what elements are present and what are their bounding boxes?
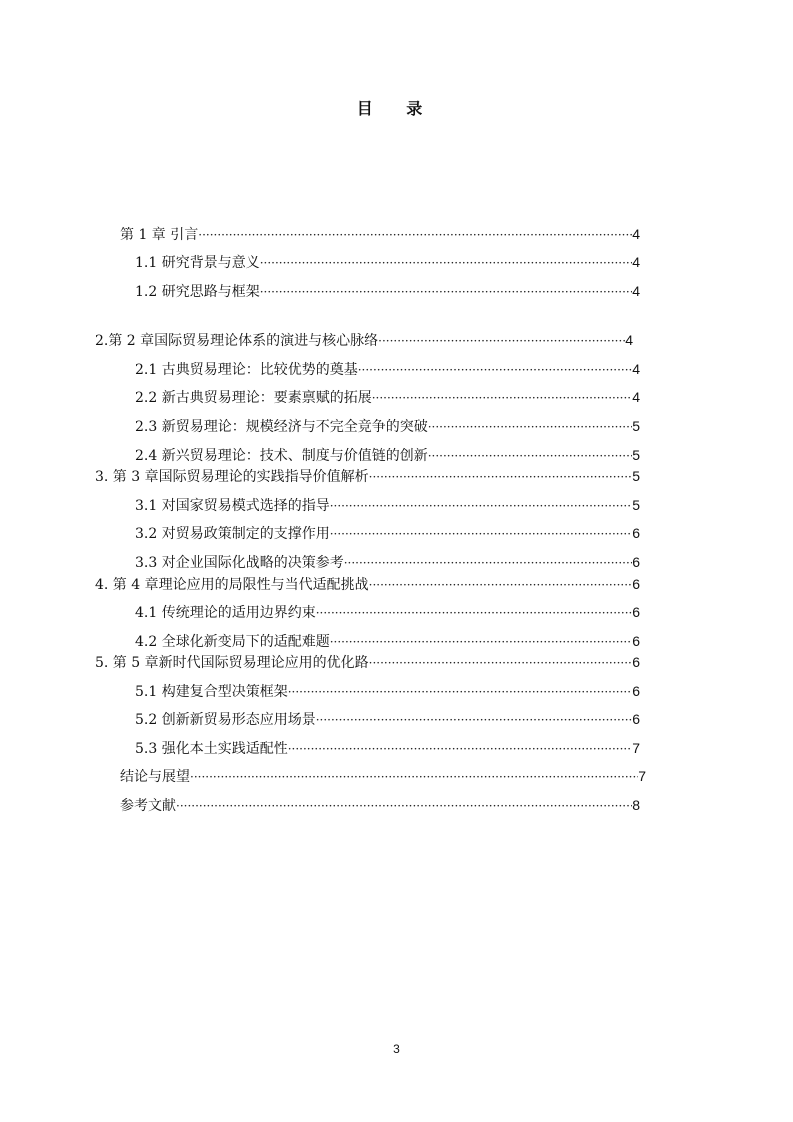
toc-entry-page: 8 [632,797,640,813]
toc-entry[interactable] [95,466,640,486]
dot-leader [316,710,632,730]
toc-entry-title: 2.第 2 章国际贸易理论体系的演进与核心脉络 [95,333,379,349]
dot-leader [330,496,632,516]
dot-leader [260,253,632,273]
toc-entry[interactable] [120,766,646,786]
toc-entry-title: 2.1 古典贸易理论：比较优势的奠基 [135,362,358,378]
toc-entry-title: 4.2 全球化新变局下的适配难题 [135,634,330,650]
toc-entry[interactable] [135,631,640,651]
toc-entry-page: 5 [632,447,640,463]
dot-leader [198,225,632,245]
dot-leader [190,767,638,787]
toc-entry[interactable] [95,330,633,350]
dot-leader [428,417,632,437]
toc-entry[interactable] [120,224,640,244]
toc-entry-title: 2.3 新贸易理论：规模经济与不完全竞争的突破 [135,419,428,435]
dot-leader [369,575,633,595]
toc-entry-title: 3. 第 3 章国际贸易理论的实践指导价值解析 [95,469,369,485]
toc-entry[interactable] [135,552,640,572]
toc-entry[interactable] [135,709,640,729]
toc-entry[interactable] [95,652,640,672]
toc-entry[interactable] [135,495,640,515]
dot-leader [176,796,632,816]
toc-entry-page: 4 [632,226,640,242]
toc-entry-page: 4 [632,254,640,270]
dot-leader [344,553,632,573]
toc-entry-title: 5. 第 5 章新时代国际贸易理论应用的优化路 [95,655,369,671]
toc-entry-page: 4 [632,283,640,299]
dot-leader [288,682,632,702]
toc-entry-page: 4 [625,332,633,348]
toc-entry-page: 4 [632,361,640,377]
toc-entry-title: 5.1 构建复合型决策框架 [135,684,288,700]
toc-entry-page: 5 [632,468,640,484]
toc-entry-title: 5.2 创新新贸易形态应用场景 [135,712,316,728]
toc-entry-page: 4 [632,389,640,405]
dot-leader [260,282,632,302]
toc-entry-title: 5.3 强化本土实践适配性 [135,741,288,757]
dot-leader [288,739,632,759]
toc-entry[interactable] [135,523,640,543]
toc-entry[interactable] [135,416,640,436]
toc-title: 目 录 [356,99,437,118]
dot-leader [330,632,632,652]
toc-entry[interactable] [135,281,640,301]
toc-entry-page: 7 [632,740,640,756]
toc-entry-title: 2.2 新古典贸易理论：要素禀赋的拓展 [135,390,372,406]
toc-entry[interactable] [95,574,640,594]
toc-entry-page: 6 [632,683,640,699]
toc-entry-page: 6 [632,525,640,541]
dot-leader [358,360,632,380]
toc-entry[interactable] [135,681,640,701]
toc-entry-title: 4. 第 4 章理论应用的局限性与当代适配挑战 [95,577,369,593]
toc-entry[interactable] [135,359,640,379]
toc-entry[interactable] [135,738,640,758]
toc-entry[interactable] [135,252,640,272]
dot-leader [369,467,633,487]
toc-entry-page: 6 [632,576,640,592]
toc-entry-title: 第 1 章 引言 [120,227,199,243]
toc-entry-page: 5 [632,497,640,513]
toc-entry-page: 6 [632,654,640,670]
toc-entry[interactable] [135,602,640,622]
toc-entry-title: 2.4 新兴贸易理论：技术、制度与价值链的创新 [135,448,428,464]
dot-leader [316,603,632,623]
dot-leader [372,388,632,408]
toc-entry-page: 6 [632,554,640,570]
toc-entry-page: 6 [632,604,640,620]
toc-entry-title: 3.2 对贸易政策制定的支撑作用 [135,526,330,542]
dot-leader [378,331,625,351]
toc-entry-page: 7 [638,768,646,784]
dot-leader [369,653,633,673]
toc-entry-title: 1.2 研究思路与框架 [135,284,260,300]
toc-entry[interactable] [135,387,640,407]
toc-entry[interactable] [135,445,640,465]
page-number: 3 [393,1042,400,1056]
toc-entry[interactable] [120,795,640,815]
dot-leader [330,524,632,544]
toc-entry-title: 4.1 传统理论的适用边界约束 [135,605,316,621]
toc-entry-page: 6 [632,633,640,649]
dot-leader [428,446,632,466]
toc-entry-title: 3.3 对企业国际化战略的决策参考 [135,555,344,571]
toc-entry-title: 1.1 研究背景与意义 [135,255,260,271]
toc-entry-title: 3.1 对国家贸易模式选择的指导 [135,498,330,514]
toc-entry-title: 参考文献 [120,798,176,814]
toc-entry-page: 6 [632,711,640,727]
toc-entry-page: 5 [632,418,640,434]
toc-entry-title: 结论与展望 [120,769,190,785]
